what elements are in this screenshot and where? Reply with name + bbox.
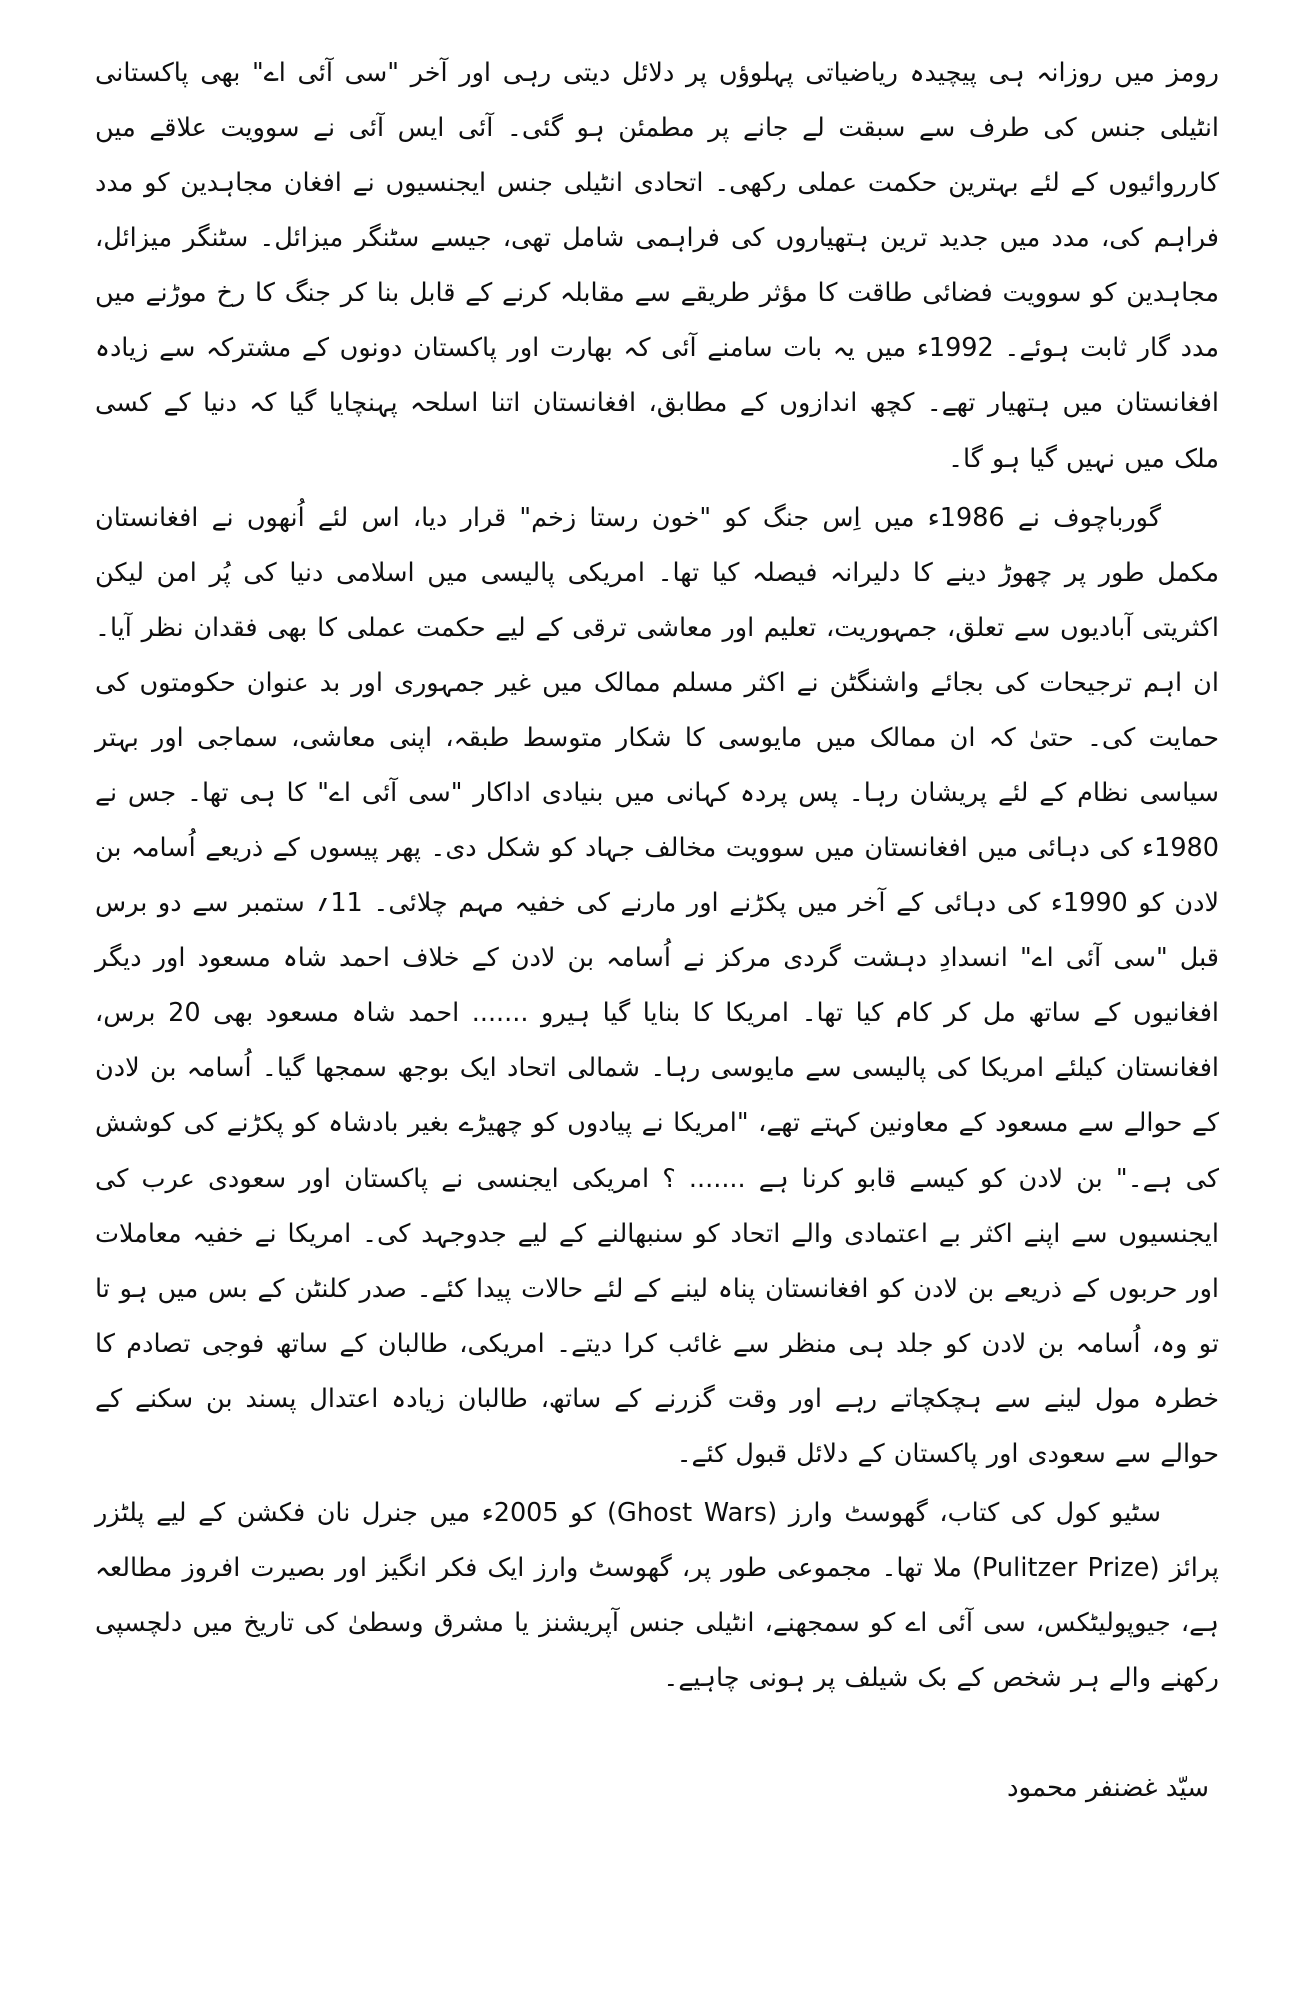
document-body xyxy=(95,46,1219,1706)
paragraph-3: سٹیو کول کی کتاب، گھوسٹ وارز (Ghost Wars) کو 2005ء میں جنرل نان فکشن کے لیے پلٹزر پرائز (Pulitzer Prize) ملا تھا۔ مجموعی طور پر، گھوسٹ وارز ایک فکر انگیز اور بصیرت افروز مطالعہ ہے، جیوپولیٹکس، سی آئی اے کو سمجھنے، انٹیلی جنس آپریشنز یا مشرق وسطیٰ کی تاریخ میں دلچسپی رکھنے والے ہر شخص کے بک شیلف پر ہونی چاہیے۔ xyxy=(95,1498,1219,1694)
paragraph-2: گورباچوف نے 1986ء میں اِس جنگ کو "خون رستا زخم" قرار دیا، اس لئے اُنھوں نے افغانستان مکمل طور پر چھوڑ دینے کا دلیرانہ فیصلہ کیا تھا۔ امریکی پالیسی میں اسلامی دنیا کی پُر امن لیکن اکثریتی آبادیوں سے تعلق، جمہوریت، تعلیم اور معاشی ترقی کے لیے حکمت عملی کا بھی فقدان نظر آیا۔ ان اہم ترجیحات کی بجائے واشنگٹن نے اکثر مسلم ممالک میں غیر جمہوری اور بد عنوان حکومتوں کی حمایت کی۔ حتیٰ کہ ان ممالک میں مایوسی کا شکار متوسط طبقہ، اپنی معاشی، سماجی اور بہتر سیاسی نظام کے لئے پریشان رہا۔ پس پردہ کہانی میں بنیادی اداکار "سی آئی اے" کا ہی تھا۔ جس نے 1980ء کی دہائی میں افغانستان میں سوویت مخالف جہاد کو شکل دی۔ پھر پیسوں کے ذریعے اُسامہ بن لادن کو 1990ء کی دہائی کے آخر میں پکڑنے اور مارنے کی خفیہ مہم چلائی۔ 11؍ ستمبر سے دو برس قبل "سی آئی اے" انسدادِ دہشت گردی مرکز نے اُسامہ بن لادن کے خلاف احمد شاہ مسعود اور دیگر افغانیوں کے ساتھ مل کر کام کیا تھا۔ امریکا کا بنایا گیا ہیرو ....... احمد شاہ مسعود بھی 20 برس، افغانستان کیلئے امریکا کی پالیسی سے مایوسی رہا۔ شمالی اتحاد ایک بوجھ سمجھا گیا۔ اُسامہ بن لادن کے حوالے سے مسعود کے معاونین کہتے تھے، "امریکا نے پیادوں کو چھیڑے بغیر بادشاہ کو پکڑنے کی کوشش کی ہے۔" بن لادن کو کیسے قابو کرنا ہے ....... ؟ امریکی ایجنسی نے پاکستان اور سعودی عرب کی ایجنسیوں سے اپنے اکثر بے اعتمادی والے اتحاد کو سنبھالنے کے لیے جدوجہد کی۔ امریکا نے خفیہ معاملات اور حربوں کے ذریعے بن لادن کو افغانستان پناہ لینے کے لئے حالات پیدا کئے۔ صدر کلنٹن کے بس میں ہو تا تو وہ، اُسامہ بن لادن کو جلد ہی منظر سے غائب کرا دیتے۔ امریکی، طالبان کے ساتھ فوجی تصادم کا خطرہ مول لینے سے ہچکچاتے رہے اور وقت گزرنے کے ساتھ، طالبان زیادہ اعتدال پسند بن سکنے کے حوالے سے سعودی اور پاکستان کے دلائل قبول کئے۔ xyxy=(95,502,1219,1469)
paragraph-1: رومز میں روزانہ ہی پیچیدہ ریاضیاتی پہلوؤں پر دلائل دیتی رہی اور آخر "سی آئی اے" بھی پاکستانی انٹیلی جنس کی طرف سے سبقت لے جانے پر مطمئن ہو گئی۔ آئی ایس آئی نے سوویت علاقے میں کارروائیوں کے لئے بہترین حکمت عملی رکھی۔ اتحادی انٹیلی جنس ایجنسیوں نے افغان مجاہدین کو مدد فراہم کی، مدد میں جدید ترین ہتھیاروں کی فراہمی شامل تھی، جیسے سٹنگر میزائل۔ سٹنگر میزائل، مجاہدین کو سوویت فضائی طاقت کا مؤثر طریقے سے مقابلہ کرنے کے قابل بنا کر جنگ کا رخ موڑنے میں مدد گار ثابت ہوئے۔ 1992ء میں یہ بات سامنے آئی کہ بھارت اور پاکستان دونوں کے مشترکہ سے زیادہ افغانستان میں ہتھیار تھے۔ کچھ اندازوں کے مطابق، افغانستان اتنا اسلحہ پہنچایا گیا کہ دنیا کے کسی ملک میں نہیں گیا ہو گا۔ xyxy=(95,58,1219,474)
author-signature: سیّد غضنفر محمود xyxy=(1006,1773,1209,1804)
